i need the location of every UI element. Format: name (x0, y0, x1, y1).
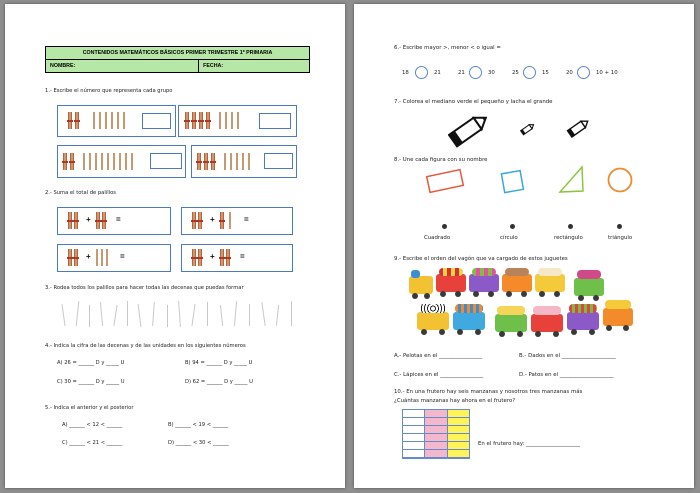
worksheet-page-2 (354, 4, 694, 488)
question-10: 10.- En una frutero hay seis manzanas y nosotros tres manzanas más (394, 389, 583, 395)
question-1: 1.- Escribe el número que representa cada grupo (45, 88, 173, 94)
answer-box[interactable] (142, 113, 171, 129)
ten-bundle (204, 153, 208, 170)
q9-item-b[interactable]: B.- Dados en el ____________________ (519, 353, 616, 359)
plus-sign: + (86, 215, 91, 224)
ten-bundle (199, 112, 203, 129)
circle-shape-icon (606, 166, 634, 194)
question-10-line-2: ¿Cuántas manzanas hay ahora en el frutero? (394, 398, 516, 404)
ten-bundle (211, 153, 215, 170)
question-8: 8.- Une cada figura con su nombre (394, 157, 488, 163)
answer-box[interactable] (150, 153, 182, 169)
compare-row: 18 21 21 30 25 15 20 10 + 10 (402, 66, 682, 82)
match-dot[interactable] (442, 224, 447, 229)
ten-bundle (185, 112, 189, 129)
grid-column-yellow (448, 410, 469, 458)
ten-bundle (192, 112, 196, 129)
ten-bundle (75, 112, 79, 129)
grid-column-white (403, 410, 425, 458)
q4-item-c[interactable]: C) 30 = ______ D y _____ U (57, 379, 125, 385)
q1-group-b (178, 105, 297, 137)
shape-name-rectangle: rectángulo (554, 235, 583, 241)
q5-item-a[interactable]: A) ______ < 12 < ______ (62, 422, 123, 428)
name-field[interactable]: NOMBRE: (46, 60, 199, 73)
q2-sum-c (57, 244, 171, 272)
q9-item-c[interactable]: C.- Lápices en el ________________ (394, 372, 484, 378)
equals-sign: = (244, 215, 249, 224)
question-2: 2.- Suma el total de palillos (45, 190, 116, 196)
q1-group-c (57, 145, 186, 178)
answer-box[interactable] (264, 153, 293, 169)
compare-circle[interactable] (577, 66, 590, 79)
equals-sign: = (120, 252, 125, 261)
compare-circle[interactable] (469, 66, 482, 79)
question-9: 9.- Escribe el orden del vagón que va cargado de estos juguetes (394, 256, 568, 262)
q5-item-d[interactable]: D) ______ < 30 < ______ (168, 440, 229, 446)
plus-sign: + (210, 215, 215, 224)
shape-name-triangle: triángulo (608, 235, 633, 241)
square-shape-icon (498, 168, 528, 196)
match-dot[interactable] (568, 224, 573, 229)
worksheet-header (45, 46, 310, 73)
grid-column-pink (425, 410, 447, 458)
q4-item-d[interactable]: D) 62 = ______ D y _____ U (185, 379, 253, 385)
q1-group-a (57, 105, 176, 137)
question-5: 5.- Indica el anterior y el posterior (45, 405, 134, 411)
ten-bundle (197, 153, 201, 170)
rectangle-shape-icon (422, 168, 468, 196)
equals-sign: = (116, 215, 121, 224)
plus-sign: + (210, 252, 215, 261)
plus-sign: + (86, 252, 91, 261)
worksheet-page-1 (5, 4, 345, 488)
q1-group-d (191, 145, 297, 178)
q4-item-b[interactable]: B) 94 = ______ D y _____ U (185, 360, 253, 366)
large-pencil-icon[interactable] (448, 110, 492, 150)
worksheet-title: CONTENIDOS MATEMÁTICOS BÁSICOS PRIMER TRIMESTRE 1º PRIMARIA (46, 47, 310, 60)
date-field[interactable]: FECHA: (199, 60, 310, 73)
ten-bundle (63, 153, 67, 170)
q5-item-c[interactable]: C) ______ < 21 < ______ (62, 440, 123, 446)
ten-bundle (68, 112, 72, 129)
small-pencil-icon[interactable] (520, 122, 536, 136)
q4-item-a[interactable]: A) 26 = ______ D y _____ U (57, 360, 125, 366)
shape-name-square: Cuadrado (424, 235, 451, 241)
question-4: 4.- Indica la cifra de las decenas y de las unidades en los siguientes números (45, 343, 246, 349)
q5-item-b[interactable]: B) ______ < 19 < ______ (168, 422, 229, 428)
ten-bundle (70, 153, 74, 170)
q2-sum-a (57, 207, 171, 235)
match-dot[interactable] (510, 224, 515, 229)
toy-train-illustration (409, 266, 649, 338)
question-3: 3.- Rodea todos los palillos para hacer todas las decenas que puedas formar (45, 285, 244, 291)
shape-name-circle: círculo (500, 235, 518, 241)
triangle-shape-icon (556, 164, 586, 196)
compare-circle[interactable] (523, 66, 536, 79)
match-dot[interactable] (617, 224, 622, 229)
question-7: 7.- Colorea el mediano verde el pequeño y lacha el grande (394, 99, 553, 105)
q2-sum-b (181, 207, 293, 235)
apple-grid[interactable] (402, 409, 470, 459)
loose-sticks-area[interactable] (61, 300, 301, 330)
compare-circle[interactable] (415, 66, 428, 79)
q2-sum-d (181, 244, 293, 272)
question-6: 6.- Escribe mayor >, menor < o igual = (394, 45, 501, 51)
medium-pencil-icon[interactable] (566, 117, 592, 139)
q9-item-d[interactable]: D.- Patos en el ____________________ (519, 372, 614, 378)
ten-bundle (206, 112, 210, 129)
answer-box[interactable] (259, 113, 291, 129)
q9-item-a[interactable]: A.- Pelotas en el ________________ (394, 353, 483, 359)
q10-answer-line[interactable]: En el frutero hay: ____________________ (478, 441, 581, 447)
equals-sign: = (240, 252, 245, 261)
